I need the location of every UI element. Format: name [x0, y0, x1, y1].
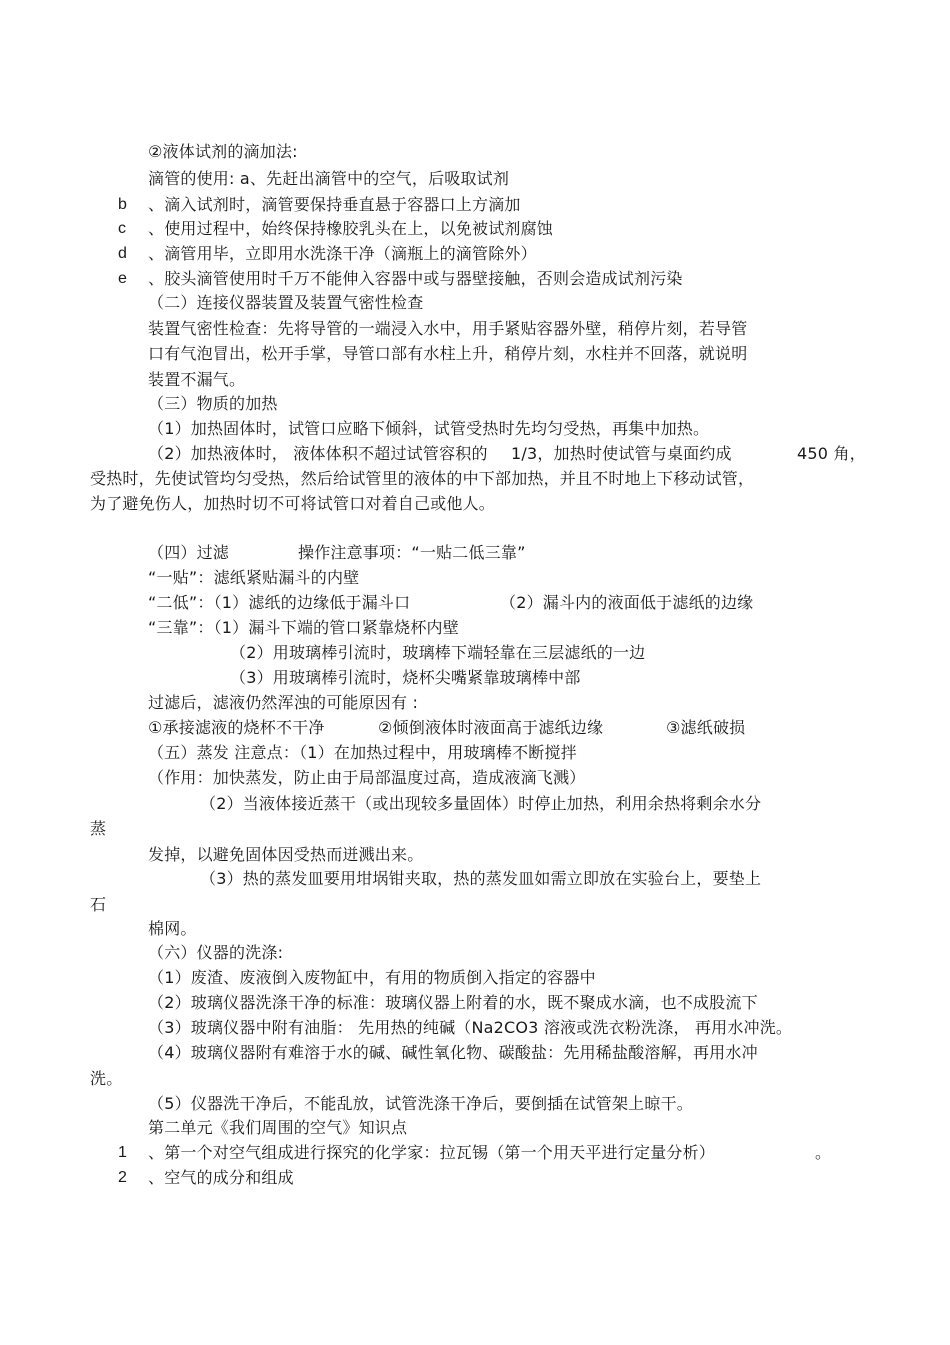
- paragraph-line: （2）玻璃仪器洗涤干净的标准：玻璃仪器上附着的水，既不聚成水滴，也不成股流下: [148, 993, 758, 1012]
- paragraph-line: （2）用玻璃棒引流时，玻璃棒下端轻靠在三层滤纸的一边: [230, 643, 646, 662]
- paragraph-line: 棉网。: [148, 919, 197, 938]
- dropper-heading: ②液体试剂的滴加法:: [148, 142, 298, 161]
- paragraph-line: （1）加热固体时，试管口应略下倾斜，试管受热时先均匀受热，再集中加热。: [148, 419, 710, 438]
- dropper-usage: 滴管的使用: a、先赶出滴管中的空气，后吸取试剂: [148, 169, 510, 188]
- list-item: 、第一个对空气组成进行探究的化学家：拉瓦锡（第一个用天平进行定量分析）: [148, 1143, 716, 1162]
- list-item: 、使用过程中，始终保持橡胶乳头在上，以免被试剂腐蚀: [148, 219, 554, 238]
- section-heading-filtering: （四）过滤: [148, 543, 230, 562]
- list-label-b: b: [118, 196, 127, 213]
- unit-heading: 第二单元《我们周围的空气》知识点: [148, 1118, 408, 1137]
- paragraph-line: 发掉，以避免固体因受热而迸溅出来。: [148, 845, 424, 864]
- section-heading-evaporation: （五）蒸发 注意点：（1）在加热过程中，用玻璃棒不断搅拌: [148, 743, 577, 762]
- paragraph-line: 洗。: [90, 1069, 123, 1088]
- list-label-c: c: [118, 220, 126, 237]
- list-label-e: e: [118, 270, 127, 287]
- paragraph-line: 装置不漏气。: [148, 370, 246, 389]
- paragraph-line: 过滤后，滤液仍然浑浊的可能原因有 :: [148, 693, 419, 712]
- paragraph-segment: ①承接滤液的烧杯不干净: [148, 718, 325, 737]
- paragraph-line: （4）玻璃仪器附有难溶于水的碱、碱性氧化物、碳酸盐：先用稀盐酸溶解，再用水冲: [148, 1043, 758, 1062]
- paragraph-segment: 450 角，: [797, 444, 866, 463]
- paragraph-segment: 1/3，加热时使试管与桌面约成: [511, 444, 732, 463]
- paragraph-segment: “二低”：（1）滤纸的边缘低于漏斗口: [148, 593, 411, 612]
- list-label-d: d: [118, 245, 127, 262]
- list-item: 、胶头滴管使用时千万不能伸入容器中或与器壁接触，否则会造成试剂污染: [148, 269, 683, 288]
- paragraph-line: “一贴”：滤纸紧贴漏斗的内壁: [148, 568, 360, 587]
- paragraph-line: “三靠”：（1）漏斗下端的管口紧靠烧杯内壁: [148, 618, 459, 637]
- paragraph-line: （1）废渣、废液倒入废物缸中，有用的物质倒入指定的容器中: [148, 968, 596, 987]
- paragraph-segment: （2）漏斗内的液面低于滤纸的边缘: [500, 593, 754, 612]
- list-label-1: 1: [118, 1144, 127, 1161]
- list-item: 、滴入试剂时，滴管要保持垂直悬于容器口上方滴加: [148, 195, 521, 214]
- paragraph-segment: ②倾倒液体时液面高于滤纸边缘: [378, 718, 604, 737]
- paragraph-line: 石: [90, 895, 107, 914]
- paragraph-line: 蒸: [90, 819, 107, 838]
- paragraph-line: 口有气泡冒出，松开手掌，导管口部有水柱上升，稍停片刻，水柱并不回落，就说明: [148, 344, 748, 363]
- paragraph-line: （作用：加快蒸发，防止由于局部温度过高，造成液滴飞溅）: [148, 768, 586, 787]
- section-heading-washing: （六）仪器的洗涤:: [148, 943, 284, 962]
- list-item: 、滴管用毕，立即用水洗涤干净（滴瓶上的滴管除外）: [148, 244, 537, 263]
- paragraph-line: 受热时，先使试管均匀受热，然后给试管里的液体的中下部加热，并且不时地上下移动试管，: [90, 469, 755, 488]
- paragraph-line: （5）仪器洗干净后，不能乱放，试管洗涤干净后，要倒插在试管架上晾干。: [148, 1094, 693, 1113]
- list-label-2: 2: [118, 1169, 127, 1186]
- list-item-tail: 。: [815, 1143, 832, 1162]
- paragraph-line: （3）热的蒸发皿要用坩埚钳夹取，热的蒸发皿如需立即放在实验台上，要垫上: [200, 869, 762, 888]
- paragraph-line: （3）玻璃仪器中附有油脂： 先用热的纯碱（Na2CO3 溶液或洗衣粉洗涤， 再用水冲洗。: [148, 1018, 793, 1037]
- paragraph-line: （2）当液体接近蒸干（或出现较多量固体）时停止加热，利用余热将剩余水分: [200, 794, 762, 813]
- section-heading-connect: （二）连接仪器装置及装置气密性检查: [148, 293, 424, 312]
- section-heading-heating: （三）物质的加热: [148, 394, 278, 413]
- paragraph-segment: （2）加热液体时， 液体体积不超过试管容积的: [148, 444, 488, 463]
- filtering-note: 操作注意事项：“一贴二低三靠”: [298, 543, 526, 562]
- paragraph-line: 装置气密性检查：先将导管的一端浸入水中，用手紧贴容器外壁，稍停片刻，若导管: [148, 319, 748, 338]
- paragraph-segment: ③滤纸破损: [666, 718, 746, 737]
- paragraph-line: 为了避免伤人，加热时切不可将试管口对着自己或他人。: [90, 494, 496, 513]
- paragraph-line: （3）用玻璃棒引流时，烧杯尖嘴紧靠玻璃棒中部: [230, 668, 581, 687]
- list-item: 、空气的成分和组成: [148, 1168, 294, 1187]
